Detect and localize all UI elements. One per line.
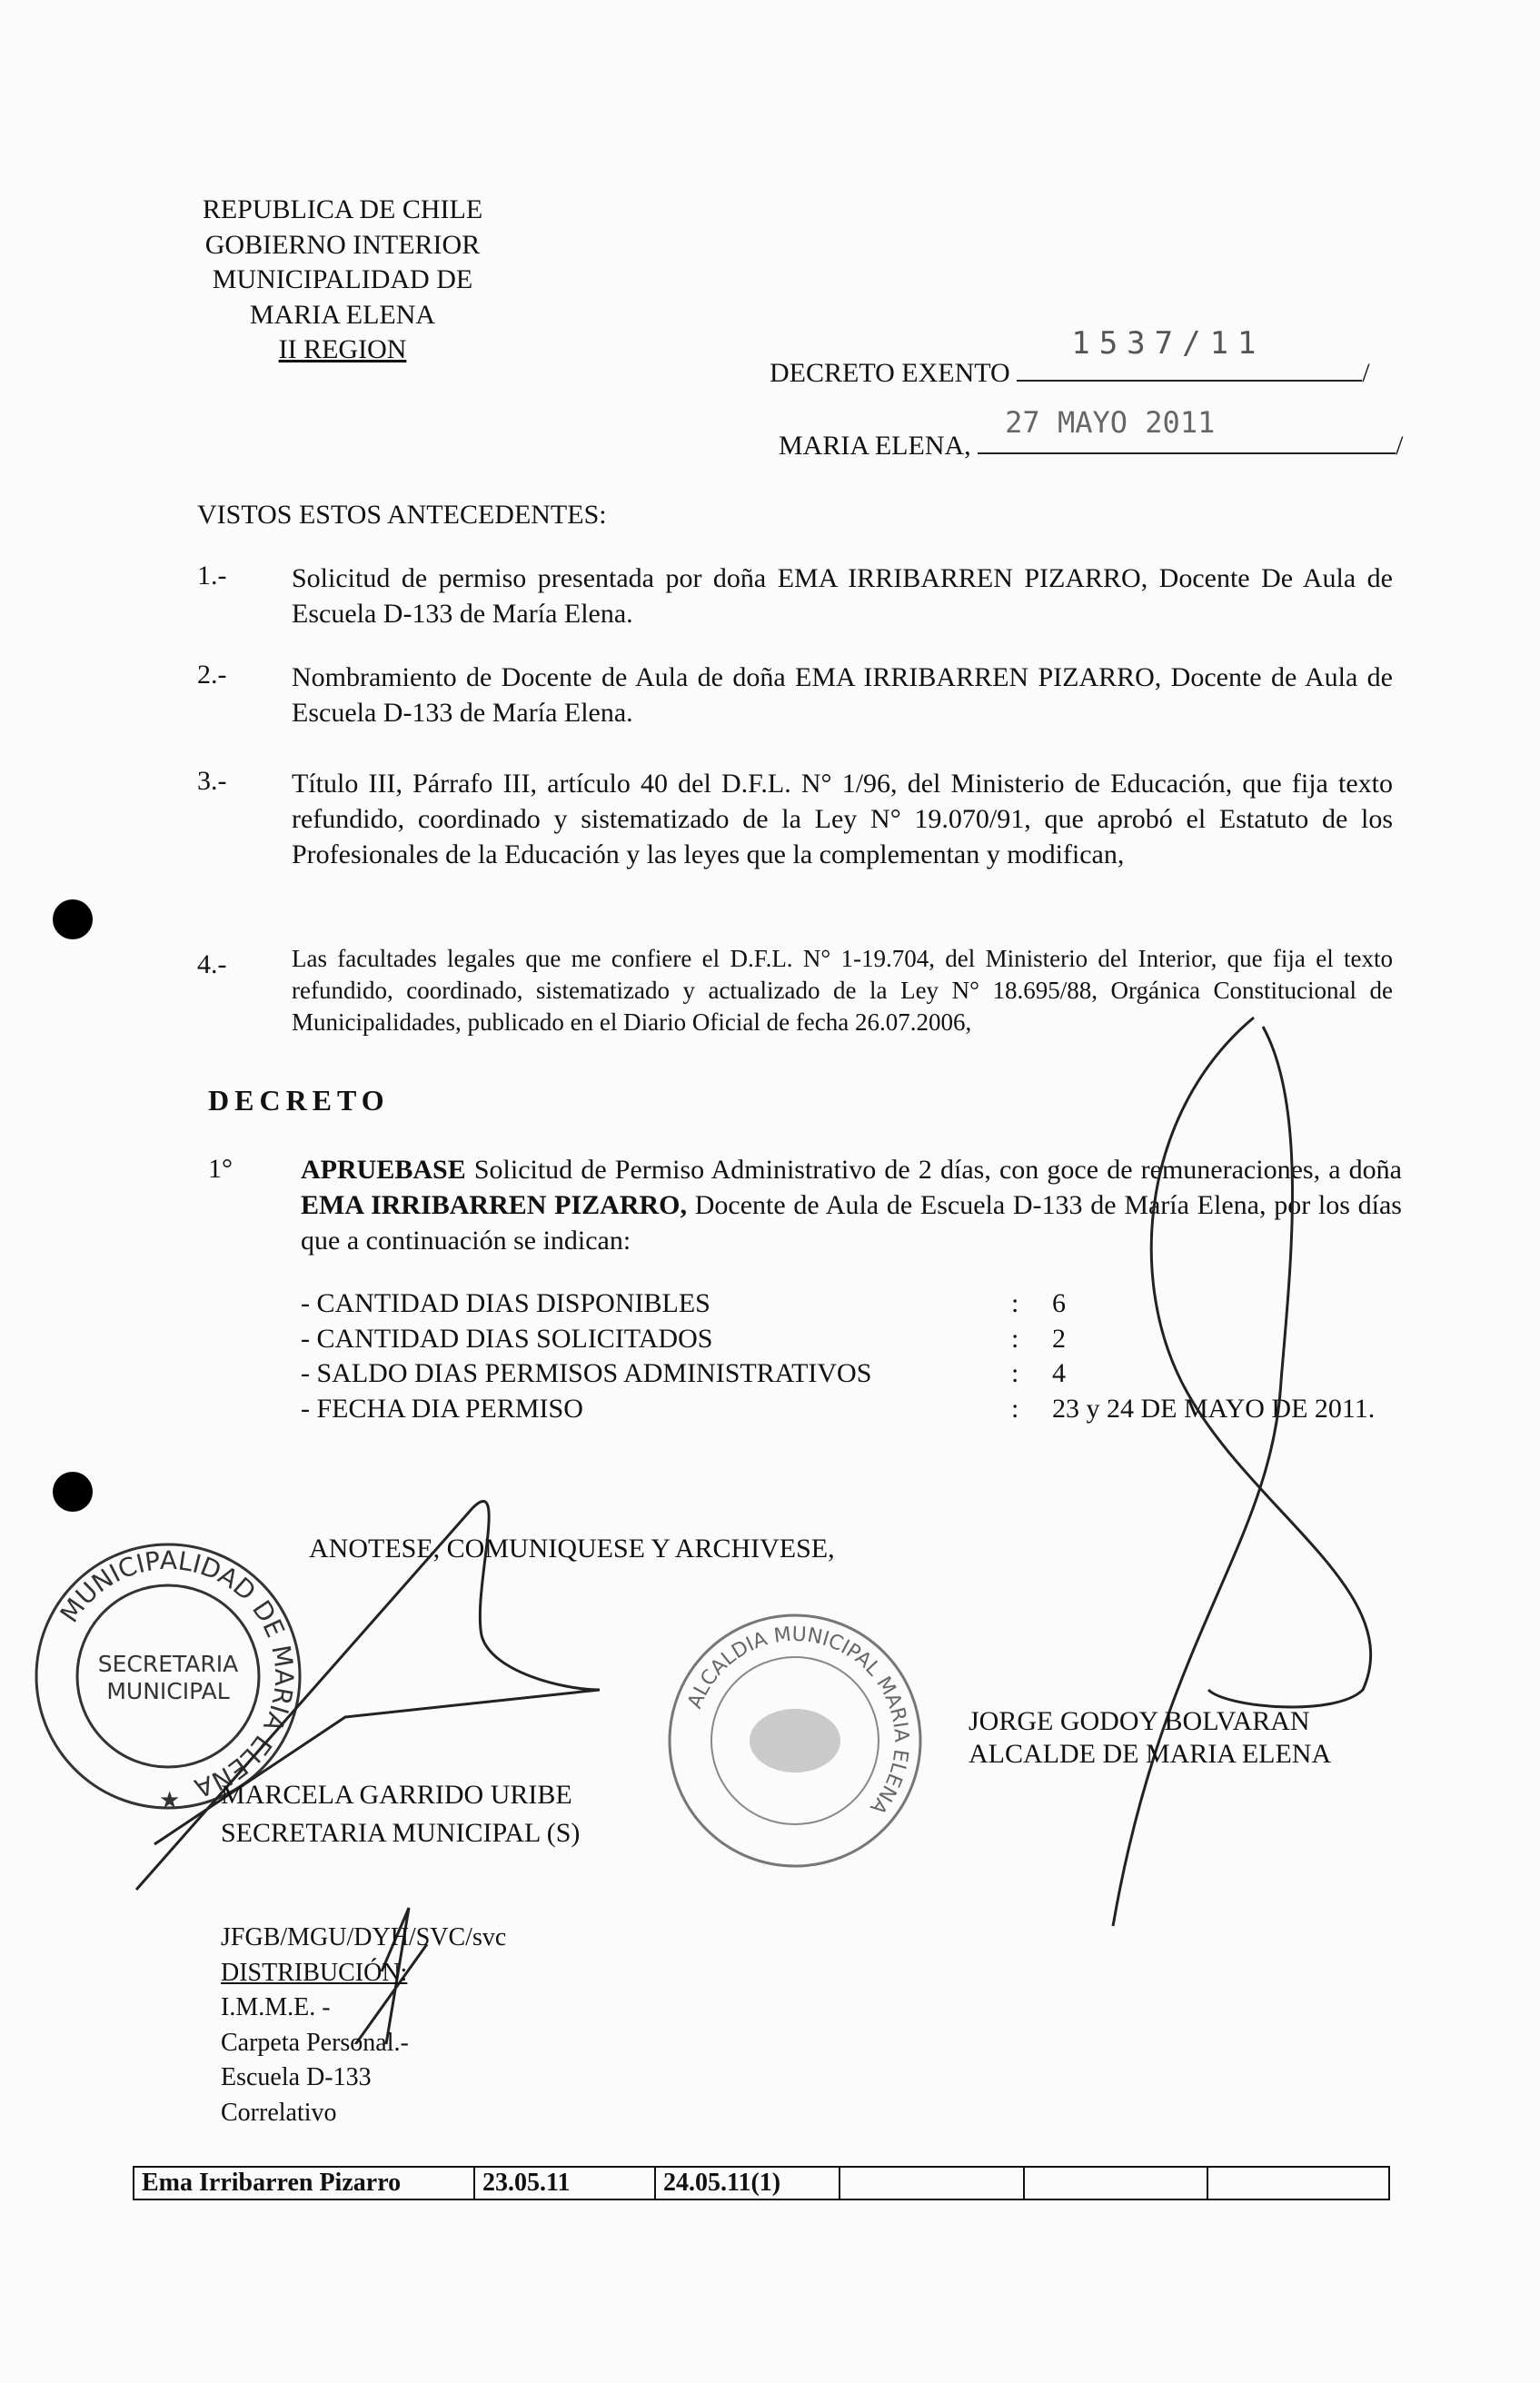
detail-value: 4 — [1052, 1358, 1066, 1388]
register-cell — [1207, 2167, 1389, 2199]
decreto-title: DECRETO — [208, 1084, 390, 1117]
distribution-title: DISTRIBUCIÓN: — [221, 1958, 408, 1987]
vistos-item: Nombramiento de Docente de Aula de doña EMA IRRIBARREN PIZARRO, Docente de Aula de Escuela D-133 de María Elena. — [292, 662, 1393, 728]
vistos-item: Título III, Párrafo III, artículo 40 del D.F.L. N° 1/96, del Ministerio de Educación, que fija texto refundido, coordinado y sistematizado de la Ley N° 19.070/91, que aprobó el Estatuto de los Profesionales de la Educación y las leyes que la complementan y modifican, — [292, 769, 1393, 869]
distribution-block — [221, 1921, 506, 2130]
header-line: GOBIERNO INTERIOR — [204, 229, 481, 260]
vistos-num: 2.- — [197, 660, 227, 690]
detail-label: - SALDO DIAS PERMISOS ADMINISTRATIVOS — [301, 1358, 872, 1388]
article-name: EMA IRRIBARREN PIZARRO, — [301, 1190, 687, 1220]
stamp-ring-text: ALCALDIA MUNICIPAL MARIA ELENA — [683, 1623, 913, 1819]
decree-date: 27 MAYO 2011 — [1005, 405, 1216, 440]
vistos-num: 1.- — [197, 561, 227, 591]
header-line: REPUBLICA DE CHILE — [202, 194, 483, 224]
article-text-part: Docente de Aula de Escuela D-133 de María Elena, por los días que a continuación se indican: — [301, 1190, 1402, 1256]
decree-number: 1537/11 — [1071, 325, 1266, 362]
punch-hole — [53, 899, 93, 939]
svg-text:★: ★ — [159, 1787, 181, 1813]
reference-initials: JFGB/MGU/DYH/SVC/svc — [221, 1923, 507, 1951]
handwritten-signatures — [0, 999, 1540, 2044]
detail-value: 6 — [1052, 1288, 1066, 1318]
decree-label: DECRETO EXENTO — [770, 358, 1010, 388]
vistos-num: 3.- — [197, 766, 227, 796]
table-row — [134, 2167, 1389, 2199]
alcalde-title: ALCALDE DE MARIA ELENA — [969, 1739, 1332, 1769]
decree-number-line: DECRETO EXENTO 1537/11 / — [770, 325, 1370, 388]
distribution-item: Escuela D-133 — [221, 2063, 372, 2091]
detail-label: - FECHA DIA PERMISO — [301, 1393, 583, 1424]
article-text-part: Solicitud de Permiso Administrativo de 2 días, con goce de remuneraciones, a doña — [465, 1155, 1402, 1185]
alcalde-signature-block — [969, 1705, 1331, 1771]
header-region: II REGION — [278, 334, 407, 364]
stamp-ring-text: MUNICIPALIDAD DE MARIA ELENA — [54, 1544, 300, 1803]
issuer-header — [197, 193, 488, 368]
detail-value: 23 y 24 DE MAYO DE 2011. — [1052, 1393, 1376, 1424]
secretaria-name: MARCELA GARRIDO URIBE — [221, 1780, 572, 1810]
header-line: MARIA ELENA — [249, 299, 436, 330]
register-cell: 23.05.11 — [474, 2167, 655, 2199]
secretaria-signature-block — [221, 1776, 580, 1852]
closing-formula: ANOTESE, COMUNIQUESE Y ARCHIVESE, — [309, 1534, 835, 1564]
register-cell: Ema Irribarren Pizarro — [134, 2167, 474, 2199]
vistos-title: VISTOS ESTOS ANTECEDENTES: — [197, 500, 607, 530]
distribution-item: Correlativo — [221, 2098, 337, 2127]
register-table — [133, 2166, 1390, 2200]
distribution-item: Carpeta Personal.- — [221, 2028, 409, 2057]
detail-label: - CANTIDAD DIAS SOLICITADOS — [301, 1323, 713, 1354]
register-cell — [840, 2167, 1024, 2199]
decree-date-line: MARIA ELENA, 27 MAYO 2011 / — [779, 405, 1404, 461]
header-line: MUNICIPALIDAD DE — [212, 264, 473, 294]
secretaria-title: SECRETARIA MUNICIPAL (S) — [221, 1818, 581, 1848]
stamp-center-text: SECRETARIA — [97, 1651, 239, 1677]
distribution-item: I.M.M.E. - — [221, 1993, 331, 2021]
register-cell — [1024, 2167, 1207, 2199]
vistos-num: 4.- — [197, 949, 227, 979]
detail-label: - CANTIDAD DIAS DISPONIBLES — [301, 1288, 710, 1318]
article-lead: APRUEBASE — [301, 1155, 466, 1185]
alcalde-name: JORGE GODOY BOLVARAN — [969, 1706, 1310, 1736]
place-label: MARIA ELENA, — [779, 431, 971, 461]
detail-value: 2 — [1052, 1323, 1066, 1354]
vistos-item: Las facultades legales que me confiere el D.F.L. N° 1-19.704, del Ministerio del Interior, que fija el texto refundido, coordinado, sistematizado y actualizado de la Ley N° 18.695/88, Orgánica Constitucional de Municipalidades, publicado en el Diario Oficial de fecha 26.07.2006, — [292, 945, 1393, 1036]
permit-colons: : : : : — [1011, 1288, 1019, 1424]
vistos-item: Solicitud de permiso presentada por doña EMA IRRIBARREN PIZARRO, Docente De Aula de Escuela D-133 de María Elena. — [292, 563, 1393, 629]
stamp-center-text: MUNICIPAL — [106, 1678, 230, 1704]
register-cell: 24.05.11(1) — [655, 2167, 840, 2199]
article-num: 1° — [208, 1154, 233, 1184]
